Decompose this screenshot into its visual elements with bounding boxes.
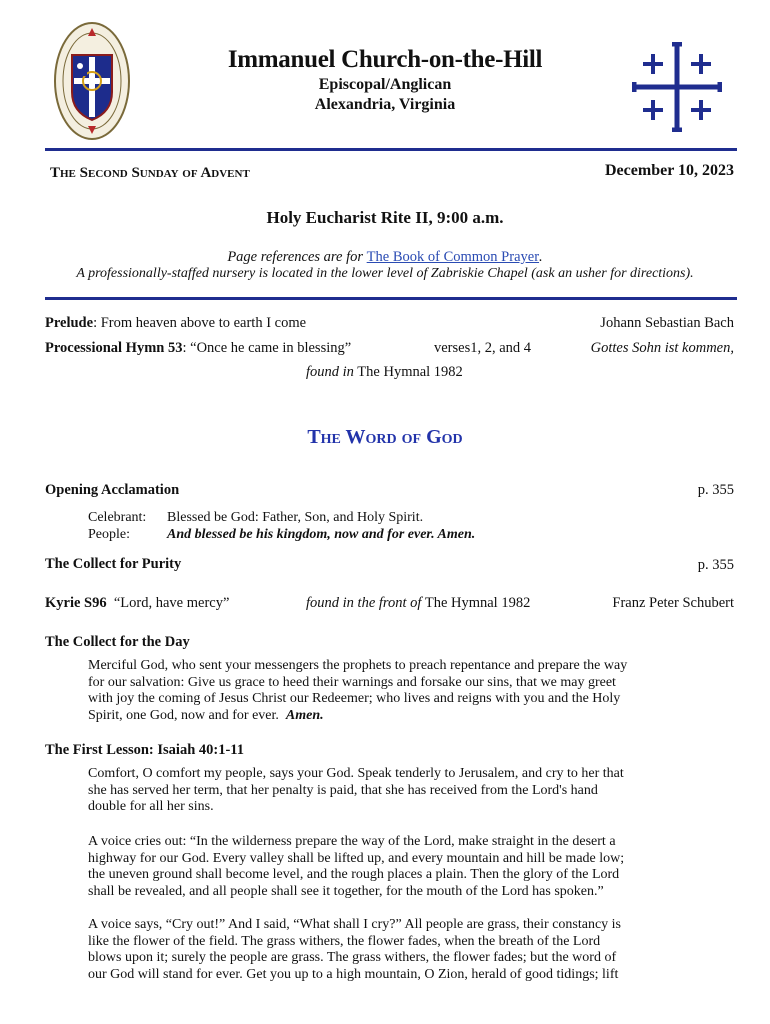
- collect-day-label: The Collect for the Day: [45, 634, 190, 650]
- prelude-composer: Johann Sebastian Bach: [600, 315, 734, 331]
- celebrant-text: Blessed be God: Father, Son, and Holy Spirit.: [167, 510, 424, 525]
- bcp-note: Page references are for The Book of Common Prayer.: [227, 249, 543, 265]
- processional-source: found in The Hymnal 1982: [306, 364, 463, 380]
- service-title: Holy Eucharist Rite II, 9:00 a.m.: [266, 208, 504, 227]
- kyrie-source: found in the front of The Hymnal 1982: [306, 595, 531, 611]
- location: Alexandria, Virginia: [314, 96, 456, 113]
- amen: Amen.: [285, 707, 324, 723]
- sunday-title: The Second Sunday of Advent: [50, 165, 250, 181]
- first-lesson-label: The First Lesson: Isaiah 40:1-11: [45, 742, 244, 758]
- first-lesson-para2: A voice cries out: “In the wilderness prepare the way of the Lord, make straight in the desert a highway for our God. Every valley shall be lifted up, and every mountain and hill be made low; the uneven ground shall become level, and the rough places a plain. Then the glory of the Lord shall be revealed, and all people shall see it together, for the mouth of the Lord has spoken.”: [88, 834, 625, 899]
- first-lesson-para1: Comfort, O comfort my people, says your God. Speak tenderly to Jerusalem, and cry to her that she has served her term, that her penalty is paid, that she has received from the Lord's hand double for all her sins.: [88, 766, 624, 815]
- acclamation-page: p. 355: [697, 482, 734, 498]
- kyrie-composer: Franz Peter Schubert: [612, 595, 734, 611]
- kyrie: Kyrie S96 “Lord, have mercy”: [45, 595, 230, 611]
- section-rule: [45, 297, 737, 300]
- denomination: Episcopal/Anglican: [318, 76, 452, 93]
- first-lesson-para3: A voice says, “Cry out!” And I said, “What shall I cry?” All people are grass, their constancy is like the flower of the field. The grass withers, the flower fades, when the breath of the Lord blows upon it; surely the people are grass. The grass withers, the flower fades; but the word of our God will stand for ever. Get you up to a high mountain, O Zion, herald of good tidings; lift: [88, 917, 622, 982]
- prelude: Prelude: From heaven above to earth I come: [45, 315, 307, 331]
- collect-day-text: Merciful God, who sent your messengers the prophets to preach repentance and prepare the way for our salvation: Give us grace to heed their warnings and forsake our sins, that we may greet with joy the coming of Jesus Christ our Redeemer; who lives and reigns with you and the Holy Spirit, one God, now and for ever. Amen.: [88, 658, 628, 723]
- church-name: Immanuel Church-on-the-Hill: [227, 46, 543, 73]
- header-rule: [45, 148, 737, 151]
- acclamation-label: Opening Acclamation: [45, 482, 180, 498]
- nursery-note: A professionally-staffed nursery is located in the lower level of Zabriskie Chapel (ask an usher for directions).: [76, 266, 694, 281]
- people-label: People:: [88, 527, 130, 542]
- section-title: The Word of God: [307, 426, 463, 448]
- processional-verses: verses1, 2, and 4: [434, 340, 532, 356]
- people-text: And blessed be his kingdom, now and for ever. Amen.: [167, 527, 476, 542]
- celebrant-label: Celebrant:: [88, 510, 147, 525]
- collect-purity-page: p. 355: [697, 557, 734, 573]
- processional-tune: Gottes Sohn ist kommen,: [590, 340, 734, 356]
- collect-purity-label: The Collect for Purity: [45, 556, 182, 572]
- service-date: December 10, 2023: [605, 162, 734, 179]
- processional-hymn: Processional Hymn 53: “Once he came in blessing”: [45, 340, 352, 356]
- bcp-link[interactable]: The Book of Common Prayer: [366, 249, 540, 265]
